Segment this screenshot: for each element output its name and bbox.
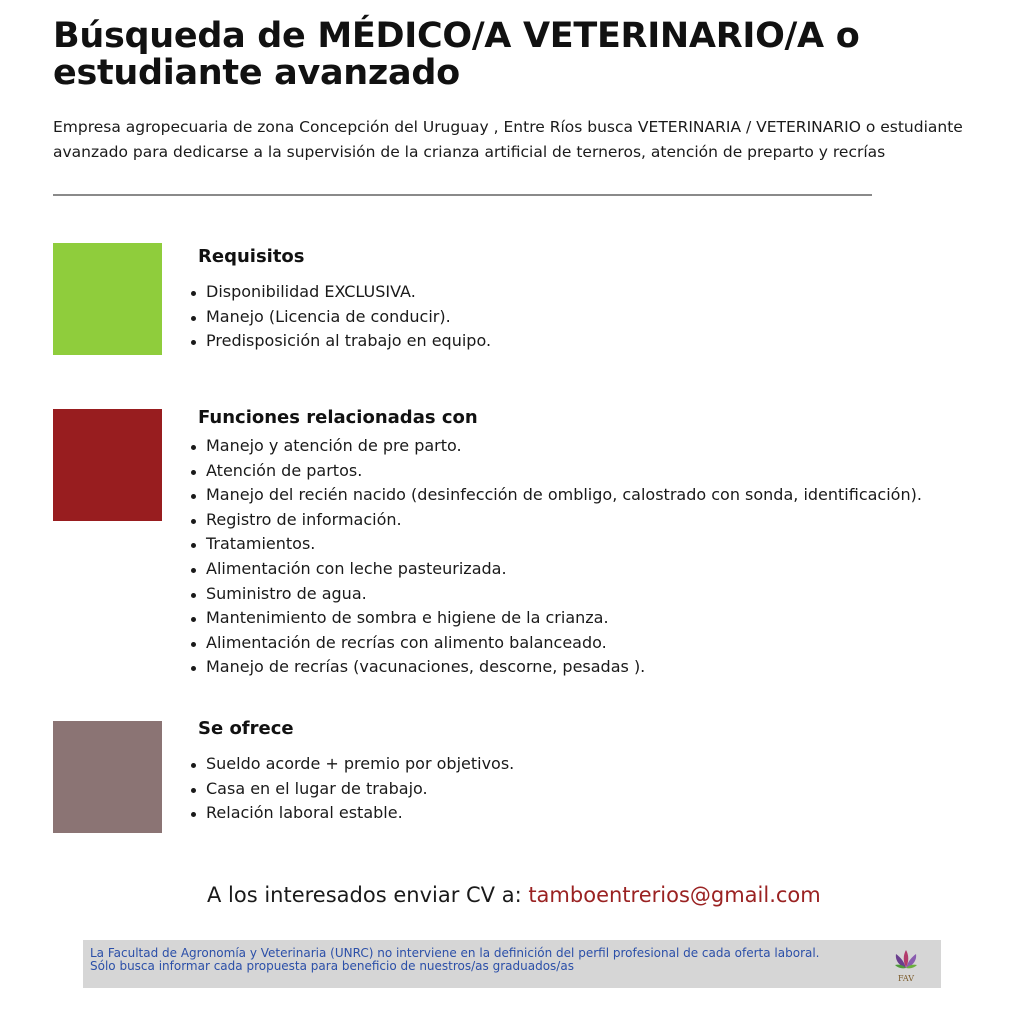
list-item: Manejo (Licencia de conducir). xyxy=(188,305,988,330)
funciones-list xyxy=(188,434,988,680)
list-item: Alimentación con leche pasteurizada. xyxy=(188,557,988,582)
list-item: Alimentación de recrías con alimento balanceado. xyxy=(188,631,988,656)
list-item: Suministro de agua. xyxy=(188,582,988,607)
list-item: Mantenimiento de sombra e higiene de la crianza. xyxy=(188,606,988,631)
list-item: Predisposición al trabajo en equipo. xyxy=(188,329,988,354)
fav-logo-icon xyxy=(889,946,923,984)
list-item: Sueldo acorde + premio por objetivos. xyxy=(188,752,988,777)
intro-paragraph: Empresa agropecuaria de zona Concepción del Uruguay , Entre Ríos busca VETERINARIA / VETERINARIO o estudiante avanzado para dedicarse a la supervisión de la crianza artificial de terneros, atención de preparto y recrías xyxy=(53,118,963,161)
disclaimer-text xyxy=(90,947,890,973)
disclaimer-box xyxy=(83,940,941,988)
page-title: Búsqueda de MÉDICO/A VETERINARIO/A o estudiante avanzado xyxy=(53,16,860,93)
list-item: Atención de partos. xyxy=(188,459,988,484)
list-item: Manejo y atención de pre parto. xyxy=(188,434,988,459)
disclaimer-line-2: Sólo busca informar cada propuesta para beneficio de nuestros/as graduados/as xyxy=(90,959,574,973)
funciones-color-block xyxy=(53,409,162,521)
list-item: Disponibilidad EXCLUSIVA. xyxy=(188,280,988,305)
list-item: Casa en el lugar de trabajo. xyxy=(188,777,988,802)
funciones-heading: Funciones relacionadas con xyxy=(198,407,478,428)
disclaimer-line-1: La Facultad de Agronomía y Veterinaria (UNRC) no interviene en la definición del perfil profesional de cada oferta laboral. xyxy=(90,946,820,960)
list-item: Registro de información. xyxy=(188,508,988,533)
contact-label: A los interesados enviar CV a: xyxy=(207,883,529,907)
se-ofrece-list xyxy=(188,752,988,826)
list-item: Tratamientos. xyxy=(188,532,988,557)
requisitos-color-block xyxy=(53,243,162,355)
contact-email-link[interactable]: tamboentrerios@gmail.com xyxy=(528,883,821,907)
se-ofrece-color-block xyxy=(53,721,162,833)
list-item: Relación laboral estable. xyxy=(188,801,988,826)
logo-text: FAV xyxy=(897,974,915,983)
list-item: Manejo del recién nacido (desinfección de ombligo, calostrado con sonda, identificación). xyxy=(188,483,988,508)
se-ofrece-heading: Se ofrece xyxy=(198,718,294,739)
divider xyxy=(53,194,872,196)
list-item: Manejo de recrías (vacunaciones, descorne, pesadas ). xyxy=(188,655,988,680)
contact-line xyxy=(207,880,821,910)
requisitos-list xyxy=(188,280,988,354)
requisitos-heading: Requisitos xyxy=(198,246,305,267)
